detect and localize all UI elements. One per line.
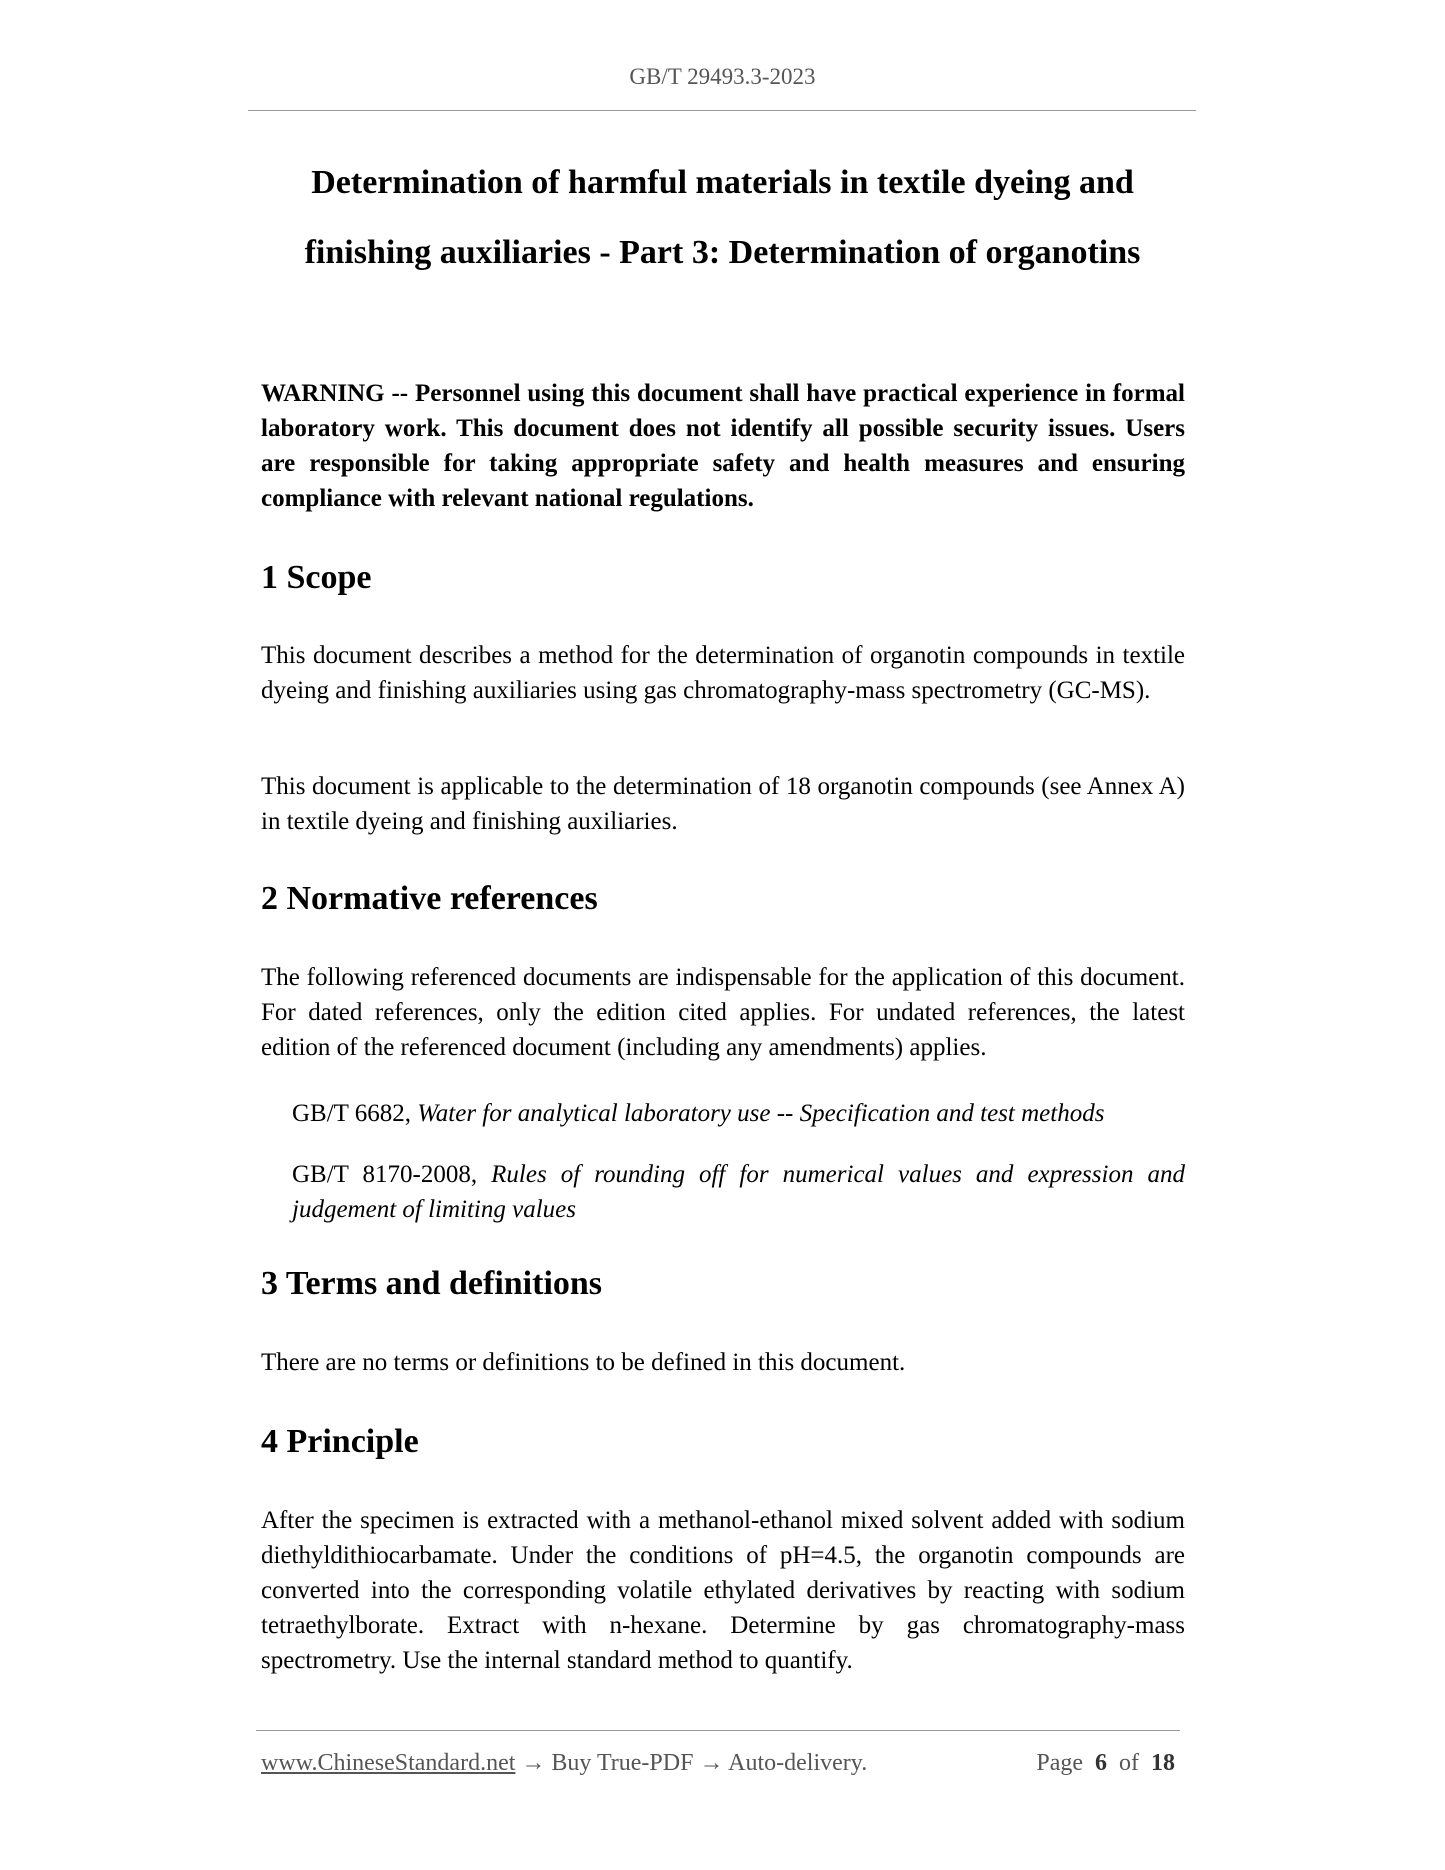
- scope-paragraph-1: This document describes a method for the determination of organotin compounds in textile dyeing and finishing auxiliaries using gas chromatography-mass spectrometry (GC-MS).: [261, 642, 1185, 704]
- page-total: 18: [1151, 1750, 1175, 1776]
- document-title: [250, 148, 1195, 288]
- terms-paragraph: There are no terms or definitions to be defined in this document.: [261, 1349, 906, 1376]
- site-link[interactable]: www.ChineseStandard.net: [261, 1750, 516, 1776]
- page-current: 6: [1095, 1750, 1107, 1776]
- arrow-icon: →: [521, 1750, 546, 1776]
- delivery-text: Auto-delivery.: [728, 1750, 868, 1776]
- buy-text: Buy True-PDF: [551, 1750, 694, 1776]
- page-label: Page: [1036, 1750, 1083, 1776]
- arrow-icon: →: [699, 1750, 724, 1776]
- footer-promo: [261, 1750, 867, 1777]
- page-of: of: [1119, 1750, 1139, 1776]
- reference-title: Water for analytical laboratory use -- Specification and test methods: [417, 1100, 1105, 1127]
- section-heading-normative-references: 2 Normative references: [261, 880, 598, 917]
- title-line-1: Determination of harmful materials in textile dyeing and: [311, 164, 1134, 201]
- reference-item: [292, 1157, 1185, 1227]
- reference-code: GB/T 6682,: [292, 1100, 418, 1127]
- reference-item: [292, 1096, 1185, 1131]
- footer-divider: [256, 1730, 1180, 1731]
- header-divider: [248, 110, 1196, 111]
- document-code: GB/T 29493.3-2023: [629, 64, 816, 89]
- principle-paragraph: After the specimen is extracted with a methanol-ethanol mixed solvent added with sodium diethyldithiocarbamate. Under the conditions of pH=4.5, the organotin compounds are converted into the corresponding volatile ethylated derivatives by reacting with sodium tetraethylborate. Extract with n-hexane. Determine by gas chromatography-mass spectrometry. Use the internal standard method to quantify.: [261, 1507, 1185, 1674]
- title-line-2: finishing auxiliaries - Part 3: Determination of organotins: [304, 234, 1141, 271]
- reference-title: Rules of rounding off for numerical values and expression and judgement of limiting values: [292, 1161, 1185, 1223]
- warning-notice: WARNING -- Personnel using this document shall have practical experience in formal laboratory work. This document does not identify all possible security issues. Users are responsible for taking appropriate safety and health measures and ensuring compliance with relevant national regulations.: [261, 380, 1185, 512]
- section-heading-terms: 3 Terms and definitions: [261, 1265, 603, 1302]
- section-heading-scope: 1 Scope: [261, 559, 372, 596]
- section-heading-principle: 4 Principle: [261, 1423, 419, 1460]
- scope-paragraph-2: This document is applicable to the determination of 18 organotin compounds (see Annex A) in textile dyeing and finishing auxiliaries.: [261, 773, 1185, 835]
- page-number: [1036, 1750, 1175, 1777]
- normative-paragraph: The following referenced documents are indispensable for the application of this document. For dated references, only the edition cited applies. For undated references, the latest edition of the referenced document (including any amendments) applies.: [261, 964, 1185, 1061]
- reference-code: GB/T 8170-2008,: [292, 1161, 492, 1188]
